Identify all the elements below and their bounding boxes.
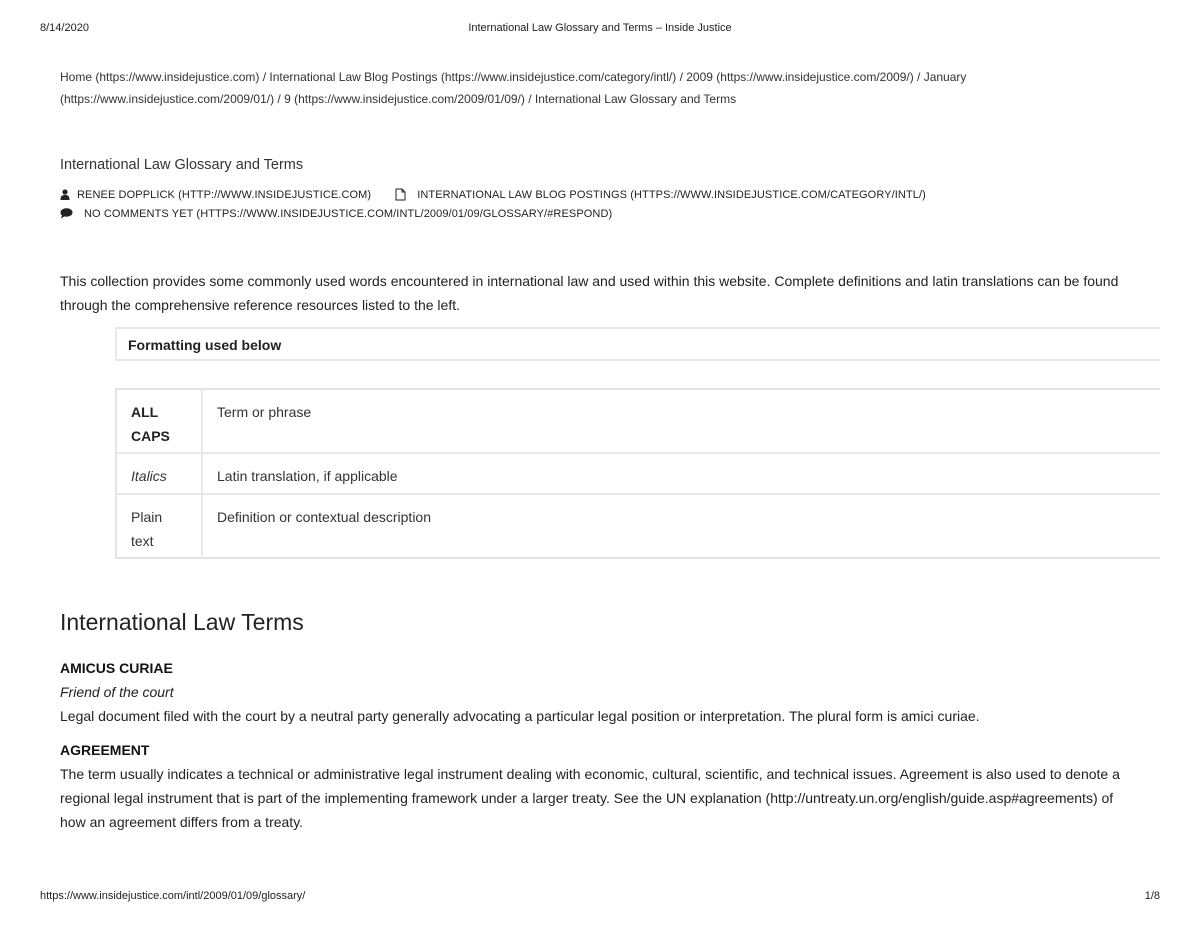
table-row bbox=[116, 494, 1160, 558]
print-url: https://www.insidejustice.com/intl/2009/01/09/glossary/ bbox=[40, 890, 306, 902]
format-style-plain: Plain text bbox=[116, 494, 202, 558]
page-number: 1/8 bbox=[1144, 890, 1160, 902]
formatting-heading-box bbox=[115, 327, 1160, 361]
post-meta bbox=[60, 185, 1160, 223]
term-definition: The term usually indicates a technical or administrative legal instrument dealing with economic, cultural, scientific, and technical issues. Agreement is also used to denote a regional legal instrument that is part of the implementing framework under a larger treaty. See the UN explanation (http://untreaty.un.org/english/guide.asp#agreements) of how an agreement differs from a treaty. bbox=[60, 766, 1120, 830]
format-style-caps: ALL CAPS bbox=[116, 389, 202, 453]
print-page-title: International Law Glossary and Terms – Inside Justice bbox=[468, 22, 732, 34]
print-header bbox=[40, 22, 1160, 38]
latin-translation: Friend of the court bbox=[60, 684, 174, 700]
formatting-heading: Formatting used below bbox=[128, 337, 282, 353]
user-icon bbox=[60, 189, 74, 200]
print-footer bbox=[40, 890, 1160, 906]
comments-link[interactable]: NO COMMENTS YET (HTTPS://WWW.INSIDEJUSTICE.COM/INTL/2009/01/09/GLOSSARY/#RESPOND) bbox=[84, 207, 613, 220]
breadcrumb[interactable]: Home (https://www.insidejustice.com) / International Law Blog Postings (https://www.insidejustice.com/category/intl/) / 2009 (https://www.insidejustice.com/2009/) / January (https://www.insidejustice.com/2009/01/) / 9 (https://www.insidejustice.com/2009/01/09/) / International Law Glossary and Terms bbox=[60, 70, 967, 106]
author-link[interactable]: RENEE DOPPLICK (HTTP://WWW.INSIDEJUSTICE.COM) bbox=[77, 188, 372, 201]
format-style-italics: Italics bbox=[116, 453, 202, 494]
table-row bbox=[116, 389, 1160, 453]
glossary-term: AMICUS CURIAE bbox=[60, 660, 173, 676]
meta-line-comments bbox=[60, 204, 1160, 223]
comment-icon bbox=[60, 208, 80, 219]
format-meaning: Latin translation, if applicable bbox=[202, 453, 1160, 494]
term-definition: Legal document filed with the court by a neutral party generally advocating a particular legal position or interpretation. The plural form is amici curiae. bbox=[60, 708, 980, 724]
category-link[interactable]: INTERNATIONAL LAW BLOG POSTINGS (HTTPS://WWW.INSIDEJUSTICE.COM/CATEGORY/INTL/) bbox=[417, 188, 926, 201]
table-row bbox=[116, 453, 1160, 494]
meta-line-author-category bbox=[60, 185, 1160, 204]
section-title: International Law Terms bbox=[60, 609, 304, 635]
glossary-term: AGREEMENT bbox=[60, 742, 150, 758]
intro-paragraph: This collection provides some commonly used words encountered in international law and used within this website. Complete definitions and latin translations can be found through the comprehensive reference resources listed to the left. bbox=[60, 273, 1119, 313]
format-meaning: Term or phrase bbox=[217, 404, 312, 420]
format-meaning: Definition or contextual description bbox=[202, 494, 1160, 558]
article-content bbox=[60, 66, 1160, 834]
post-title: International Law Glossary and Terms bbox=[60, 157, 304, 173]
formatting-table bbox=[115, 388, 1160, 559]
print-date: 8/14/2020 bbox=[40, 22, 89, 34]
document-icon bbox=[395, 188, 411, 201]
